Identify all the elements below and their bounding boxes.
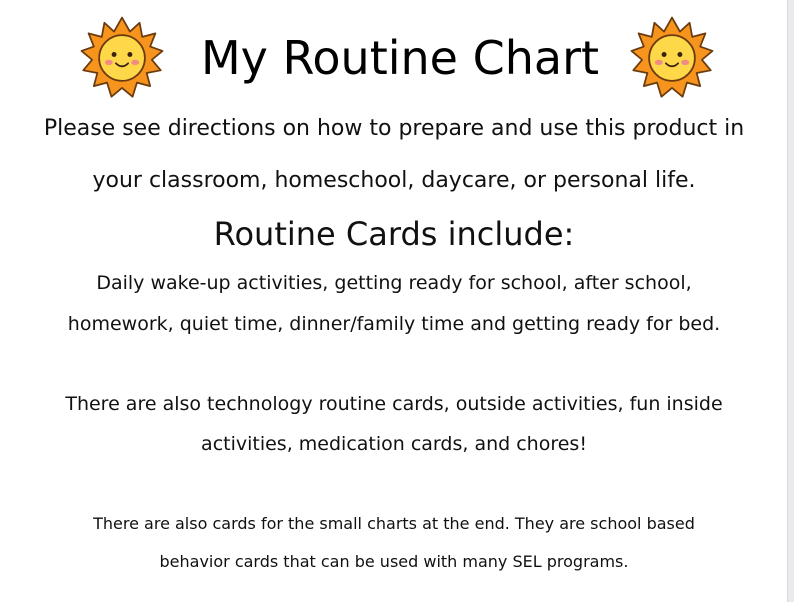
extras-line-2: activities, medication cards, and chores! bbox=[201, 433, 587, 455]
sun-icon bbox=[628, 14, 716, 102]
title-row bbox=[0, 14, 794, 106]
sun-icon bbox=[78, 14, 166, 102]
extras-line-1: There are also technology routine cards, outside activities, fun inside bbox=[65, 393, 723, 415]
small-charts-line-2: behavior cards that can be used with many SEL programs. bbox=[159, 552, 629, 571]
page-title: My Routine Chart bbox=[200, 31, 600, 85]
intro-line-1: Please see directions on how to prepare and use this product in bbox=[43, 116, 745, 141]
routine-cards-line-1: Daily wake-up activities, getting ready for school, after school, bbox=[96, 272, 692, 294]
intro-line-2: your classroom, homeschool, daycare, or personal life. bbox=[92, 168, 696, 193]
small-charts-line-1: There are also cards for the small charts at the end. They are school based bbox=[93, 514, 695, 533]
routine-cards-line-2: homework, quiet time, dinner/family time and getting ready for bed. bbox=[67, 313, 721, 335]
section-heading: Routine Cards include: bbox=[213, 215, 575, 253]
